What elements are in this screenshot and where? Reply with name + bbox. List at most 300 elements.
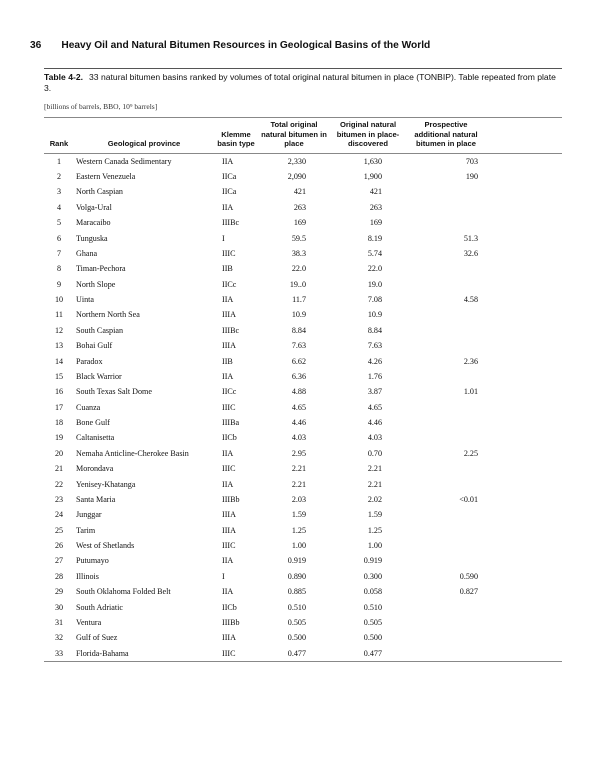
header-rank: Rank [49, 139, 69, 149]
total-cell: 1.00 [291, 541, 306, 551]
total-cell: 0.510 [287, 602, 306, 612]
province-cell [74, 292, 212, 307]
province-cell [74, 523, 212, 538]
discovered-cell: 22.0 [367, 264, 382, 274]
row-spacer [484, 507, 562, 522]
province-cell [74, 507, 212, 522]
table-row [44, 292, 562, 307]
prospective-cell [408, 277, 484, 292]
discovered-cell: 4.03 [367, 433, 382, 443]
row-spacer [484, 246, 562, 261]
rank-cell: 1 [56, 156, 62, 166]
table-body [44, 153, 562, 661]
province-label: Tunguska [76, 233, 108, 243]
province-cell [74, 584, 212, 599]
discovered-cell: 263 [369, 202, 382, 212]
row-spacer [484, 415, 562, 430]
page-number: 36 [30, 40, 42, 51]
total-cell: 2.21 [291, 479, 306, 489]
prospective-cell [408, 185, 484, 200]
province-cell [74, 630, 212, 645]
province-label: Tarim [76, 525, 96, 535]
province-cell [74, 538, 212, 553]
total-cell: 7.63 [291, 341, 306, 351]
prospective-cell [408, 323, 484, 338]
total-cell: 10.9 [291, 310, 306, 320]
header-discovered: Original natural bitumen in place-discovered [336, 120, 400, 149]
discovered-cell: 2.02 [367, 494, 382, 504]
rank-cell: 20 [54, 448, 64, 458]
discovered-cell: 0.058 [363, 587, 382, 597]
rank-cell: 6 [56, 233, 62, 243]
running-head [30, 40, 430, 51]
table-row [44, 338, 562, 353]
basin-type-cell: IIIC [222, 248, 236, 258]
total-cell: 2,330 [287, 156, 306, 166]
prospective-cell [408, 415, 484, 430]
row-spacer [484, 261, 562, 276]
rank-cell: 13 [54, 341, 64, 351]
province-cell [74, 431, 212, 446]
prospective-cell: <0.01 [459, 494, 478, 504]
province-label: Gulf of Suez [76, 633, 118, 643]
prospective-cell [408, 308, 484, 323]
discovered-cell: 2.21 [367, 464, 382, 474]
basin-type-cell: IIIBb [222, 494, 240, 504]
rank-cell: 16 [54, 387, 64, 397]
discovered-cell: 1.59 [367, 510, 382, 520]
prospective-cell [408, 646, 484, 662]
province-label: Uinta [76, 295, 94, 305]
basin-type-cell: IIIC [222, 648, 236, 658]
rank-cell: 11 [55, 310, 63, 320]
province-label: Northern North Sea [76, 310, 140, 320]
basin-type-cell: I [222, 233, 225, 243]
rank-cell: 9 [56, 279, 62, 289]
total-cell: 4.88 [291, 387, 306, 397]
prospective-cell [408, 338, 484, 353]
discovered-cell: 5.74 [367, 248, 382, 258]
bitumen-basins-table [44, 117, 562, 662]
province-cell [74, 400, 212, 415]
province-label: Illinois [76, 571, 99, 581]
table-row [44, 400, 562, 415]
discovered-cell: 169 [369, 218, 382, 228]
prospective-cell: 703 [465, 156, 478, 166]
discovered-cell: 0.919 [363, 556, 382, 566]
province-cell [74, 615, 212, 630]
table-row [44, 554, 562, 569]
table-row [44, 246, 562, 261]
row-spacer [484, 323, 562, 338]
province-label: Volga-Ural [76, 202, 112, 212]
rank-cell: 18 [54, 418, 64, 428]
prospective-cell [408, 461, 484, 476]
prospective-cell: 4.58 [463, 295, 478, 305]
prospective-cell [408, 477, 484, 492]
prospective-cell: 51.3 [463, 233, 478, 243]
header-spacer [484, 118, 562, 154]
row-spacer [484, 215, 562, 230]
province-cell [74, 446, 212, 461]
discovered-cell: 0.70 [367, 448, 382, 458]
discovered-cell: 8.19 [367, 233, 382, 243]
rank-cell: 31 [54, 617, 64, 627]
row-spacer [484, 630, 562, 645]
row-spacer [484, 477, 562, 492]
province-cell [74, 646, 212, 662]
basin-type-cell: IIIC [222, 541, 236, 551]
province-cell [74, 277, 212, 292]
province-label: Timan-Pechora [76, 264, 126, 274]
province-cell [74, 600, 212, 615]
total-cell: 0.505 [287, 617, 306, 627]
table-row [44, 446, 562, 461]
table-row [44, 461, 562, 476]
province-cell [74, 153, 212, 169]
province-cell [74, 354, 212, 369]
total-cell: 22.0 [291, 264, 306, 274]
row-spacer [484, 153, 562, 169]
basin-type-cell: IIA [222, 479, 234, 489]
basin-type-cell: IIB [222, 356, 233, 366]
province-label: Junggar [76, 510, 102, 520]
basin-type-cell: IICb [222, 602, 237, 612]
row-spacer [484, 584, 562, 599]
total-cell: 0.885 [287, 587, 306, 597]
table-row [44, 600, 562, 615]
rank-cell: 26 [54, 541, 64, 551]
total-cell: 2.21 [291, 464, 306, 474]
province-label: South Caspian [76, 325, 123, 335]
total-cell: 19..0 [289, 279, 306, 289]
province-cell [74, 200, 212, 215]
table-row [44, 523, 562, 538]
total-cell: 6.62 [291, 356, 306, 366]
total-cell: 4.46 [291, 418, 306, 428]
row-spacer [484, 569, 562, 584]
discovered-cell: 4.46 [367, 418, 382, 428]
discovered-cell: 8.84 [367, 325, 382, 335]
rank-cell: 28 [54, 571, 64, 581]
province-label: Morondava [76, 464, 114, 474]
discovered-cell: 1,630 [363, 156, 382, 166]
table-row [44, 492, 562, 507]
basin-type-cell: IIA [222, 295, 234, 305]
province-label: North Caspian [76, 187, 123, 197]
prospective-cell: 32.6 [463, 248, 478, 258]
province-label: Cuanza [76, 402, 101, 412]
province-label: Western Canada Sedimentary [76, 156, 172, 166]
province-label: Putumayo [76, 556, 109, 566]
table-row [44, 615, 562, 630]
rank-cell: 24 [54, 510, 64, 520]
table-row [44, 431, 562, 446]
rank-cell: 23 [54, 494, 64, 504]
discovered-cell: 0.505 [363, 617, 382, 627]
row-spacer [484, 523, 562, 538]
discovered-cell: 19.0 [367, 279, 382, 289]
province-cell [74, 169, 212, 184]
table-row [44, 646, 562, 662]
total-cell: 2,090 [287, 172, 306, 182]
prospective-cell [408, 369, 484, 384]
basin-type-cell: IIIA [222, 510, 236, 520]
table-row [44, 261, 562, 276]
rank-cell: 29 [54, 587, 64, 597]
table-row [44, 200, 562, 215]
province-label: Caltanisetta [76, 433, 115, 443]
discovered-cell: 0.510 [363, 602, 382, 612]
prospective-cell [408, 538, 484, 553]
rank-cell: 14 [54, 356, 64, 366]
province-cell [74, 415, 212, 430]
rank-cell: 17 [54, 402, 64, 412]
discovered-cell: 4.65 [367, 402, 382, 412]
basin-type-cell: IIIBb [222, 617, 240, 627]
province-cell [74, 323, 212, 338]
basin-type-cell: IIIA [222, 341, 236, 351]
discovered-cell: 4.26 [367, 356, 382, 366]
province-cell [74, 461, 212, 476]
table-caption [44, 72, 564, 95]
province-label: Bone Gulf [76, 418, 110, 428]
total-cell: 1.25 [291, 525, 306, 535]
row-spacer [484, 200, 562, 215]
total-cell: 38.3 [291, 248, 306, 258]
total-cell: 169 [293, 218, 306, 228]
basin-type-cell: IICc [222, 279, 237, 289]
table-row [44, 323, 562, 338]
basin-type-cell: I [222, 571, 225, 581]
table-label: Table 4-2. [44, 72, 84, 82]
province-label: Maracaibo [76, 218, 111, 228]
discovered-cell: 421 [369, 187, 382, 197]
table-row [44, 308, 562, 323]
total-cell: 0.477 [287, 648, 306, 658]
total-cell: 0.500 [287, 633, 306, 643]
province-cell [74, 185, 212, 200]
total-cell: 4.03 [291, 433, 306, 443]
province-label: Ventura [76, 617, 102, 627]
row-spacer [484, 446, 562, 461]
province-cell [74, 384, 212, 399]
discovered-cell: 1,900 [363, 172, 382, 182]
table-row [44, 569, 562, 584]
province-label: Yenisey-Khatanga [76, 479, 136, 489]
header-basin-type: Klemme basin type [217, 129, 255, 149]
rank-cell: 27 [54, 556, 64, 566]
province-cell [74, 477, 212, 492]
basin-type-cell: IIB [222, 264, 233, 274]
province-cell [74, 215, 212, 230]
total-cell: 1.59 [291, 510, 306, 520]
row-spacer [484, 338, 562, 353]
header-province: Geological province [107, 139, 181, 149]
discovered-cell: 7.08 [367, 295, 382, 305]
discovered-cell: 3.87 [367, 387, 382, 397]
header-total: Total original natural bitumen in place [261, 120, 327, 149]
basin-type-cell: IIA [222, 587, 234, 597]
rank-cell: 15 [54, 371, 64, 381]
province-cell [74, 369, 212, 384]
row-spacer [484, 308, 562, 323]
row-spacer [484, 400, 562, 415]
basin-type-cell: IIIC [222, 464, 236, 474]
province-cell [74, 492, 212, 507]
province-label: Ghana [76, 248, 98, 258]
prospective-cell: 190 [465, 172, 478, 182]
rank-cell: 7 [56, 248, 62, 258]
prospective-cell [408, 630, 484, 645]
row-spacer [484, 538, 562, 553]
rank-cell: 10 [54, 295, 64, 305]
province-cell [74, 231, 212, 246]
province-cell [74, 569, 212, 584]
row-spacer [484, 384, 562, 399]
total-cell: 4.65 [291, 402, 306, 412]
prospective-cell [408, 507, 484, 522]
total-cell: 8.84 [291, 325, 306, 335]
row-spacer [484, 431, 562, 446]
rank-cell: 22 [54, 479, 64, 489]
discovered-cell: 2.21 [367, 479, 382, 489]
row-spacer [484, 554, 562, 569]
row-spacer [484, 292, 562, 307]
running-head-title: Heavy Oil and Natural Bitumen Resources in Geological Basins of the World [61, 40, 431, 51]
row-spacer [484, 231, 562, 246]
basin-type-cell: IIIBc [222, 218, 240, 228]
basin-type-cell: IIIBc [222, 325, 240, 335]
table-row [44, 215, 562, 230]
table-row [44, 153, 562, 169]
prospective-cell [408, 615, 484, 630]
discovered-cell: 1.76 [367, 371, 382, 381]
discovered-cell: 10.9 [367, 310, 382, 320]
row-spacer [484, 169, 562, 184]
prospective-cell [408, 600, 484, 615]
prospective-cell: 2.25 [463, 448, 478, 458]
row-spacer [484, 369, 562, 384]
total-cell: 59.5 [291, 233, 306, 243]
province-label: Santa Maria [76, 494, 116, 504]
prospective-cell [408, 431, 484, 446]
total-cell: 0.919 [287, 556, 306, 566]
basin-type-cell: IICc [222, 387, 237, 397]
row-spacer [484, 600, 562, 615]
basin-type-cell: IIIA [222, 310, 236, 320]
discovered-cell: 1.00 [367, 541, 382, 551]
prospective-cell [408, 215, 484, 230]
province-label: South Adriatic [76, 602, 123, 612]
province-label: South Oklahoma Folded Belt [76, 587, 171, 597]
rank-cell: 2 [56, 172, 62, 182]
table-row [44, 584, 562, 599]
row-spacer [484, 615, 562, 630]
row-spacer [484, 277, 562, 292]
rank-cell: 12 [54, 325, 64, 335]
basin-type-cell: IIA [222, 556, 234, 566]
province-label: Eastern Venezuela [76, 172, 136, 182]
table-caption-text: 33 natural bitumen basins ranked by volumes of total original natural bitumen in place (TONBIP). Table repeated from plate 3. [44, 72, 556, 94]
row-spacer [484, 492, 562, 507]
basin-type-cell: IIA [222, 156, 234, 166]
table-row [44, 169, 562, 184]
basin-type-cell: IIA [222, 371, 234, 381]
basin-type-cell: IICb [222, 433, 237, 443]
table-row [44, 415, 562, 430]
province-label: Nemaha Anticline-Cherokee Basin [76, 448, 189, 458]
basin-type-cell: IIIA [222, 633, 236, 643]
header-prospective: Prospective additional natural bitumen in place [414, 120, 478, 149]
table-row [44, 477, 562, 492]
row-spacer [484, 354, 562, 369]
discovered-cell: 1.25 [367, 525, 382, 535]
prospective-cell [408, 400, 484, 415]
row-spacer [484, 461, 562, 476]
basin-type-cell: IIA [222, 202, 234, 212]
table-row [44, 277, 562, 292]
rank-cell: 8 [56, 264, 62, 274]
rank-cell: 25 [54, 525, 64, 535]
discovered-cell: 0.500 [363, 633, 382, 643]
top-rule [44, 68, 562, 69]
prospective-cell: 2.36 [463, 356, 478, 366]
basin-type-cell: IIIA [222, 525, 236, 535]
province-cell [74, 246, 212, 261]
total-cell: 2.95 [291, 448, 306, 458]
basin-type-cell: IIIC [222, 402, 236, 412]
basin-type-cell: IIIBa [222, 418, 240, 428]
prospective-cell [408, 261, 484, 276]
rank-cell: 32 [54, 633, 64, 643]
prospective-cell: 0.590 [459, 571, 478, 581]
row-spacer [484, 185, 562, 200]
province-label: West of Shetlands [76, 541, 135, 551]
total-cell: 6.36 [291, 371, 306, 381]
prospective-cell [408, 523, 484, 538]
table-row [44, 185, 562, 200]
basin-type-cell: IICa [222, 187, 237, 197]
prospective-cell [408, 554, 484, 569]
discovered-cell: 7.63 [367, 341, 382, 351]
province-label: Bohai Gulf [76, 341, 113, 351]
total-cell: 2.03 [291, 494, 306, 504]
total-cell: 421 [293, 187, 306, 197]
discovered-cell: 0.477 [363, 648, 382, 658]
province-label: South Texas Salt Dome [76, 387, 152, 397]
table-row [44, 507, 562, 522]
total-cell: 263 [293, 202, 306, 212]
prospective-cell: 1.01 [463, 387, 478, 397]
prospective-cell: 0.827 [459, 587, 478, 597]
rank-cell: 30 [54, 602, 64, 612]
table-row [44, 630, 562, 645]
rank-cell: 4 [56, 202, 62, 212]
province-cell [74, 308, 212, 323]
table-row [44, 354, 562, 369]
rank-cell: 21 [54, 464, 64, 474]
row-spacer [484, 646, 562, 662]
province-label: Florida-Bahama [76, 648, 129, 658]
total-cell: 0.890 [287, 571, 306, 581]
province-cell [74, 554, 212, 569]
table-header-row [44, 118, 562, 154]
table-row [44, 231, 562, 246]
province-label: Black Warrior [76, 371, 122, 381]
province-cell [74, 338, 212, 353]
rank-cell: 19 [54, 433, 64, 443]
